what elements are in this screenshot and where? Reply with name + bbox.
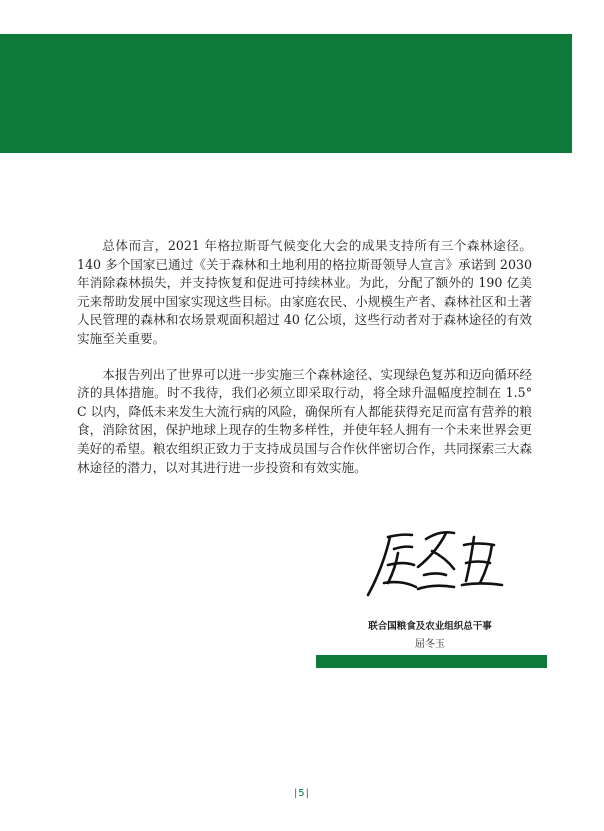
handwritten-signature-icon xyxy=(362,525,512,605)
body-text xyxy=(77,237,532,494)
signature-underline-band xyxy=(316,655,547,668)
page-number: |5| xyxy=(293,788,311,799)
header-color-band xyxy=(0,34,572,153)
signatory-name: 屈冬玉 xyxy=(415,639,445,650)
signatory-title: 联合国粮食及农业组织总干事 xyxy=(368,621,492,632)
paragraph-1: 总体而言，2021 年格拉斯哥气候变化大会的成果支持所有三个森林途径。140 多个国家已通过《关于森林和土地利用的格拉斯哥领导人宣言》承诺到 2030 年消除森林损失，并支持恢复和促进可持续林业。为此，分配了额外的 190 亿美元来帮助发展中国家实现这些目标。由家庭农民、小规模生产者、森林社区和土著人民管理的森林和农场景观面积超过 40 亿公顷，这些行动者对于森林途径的有效实施至关重要。 xyxy=(77,238,532,346)
paragraph-2: 本报告列出了世界可以进一步实施三个森林途径、实现绿色复苏和迈向循环经济的具体措施。时不我待，我们必须立即采取行动，将全球升温幅度控制在 1.5° C 以内，降低未来发生大流行病的风险，确保所有人都能获得充足而富有营养的粮食，消除贫困，保护地球上现存的生物多样性，并使年轻人拥有一个未来世界会更美好的希望。粮农组织正致力于支持成员国与合作伙伴密切合作，共同探索三大森林途径的潜力，以对其进行进一步投资和有效实施。 xyxy=(77,366,532,475)
